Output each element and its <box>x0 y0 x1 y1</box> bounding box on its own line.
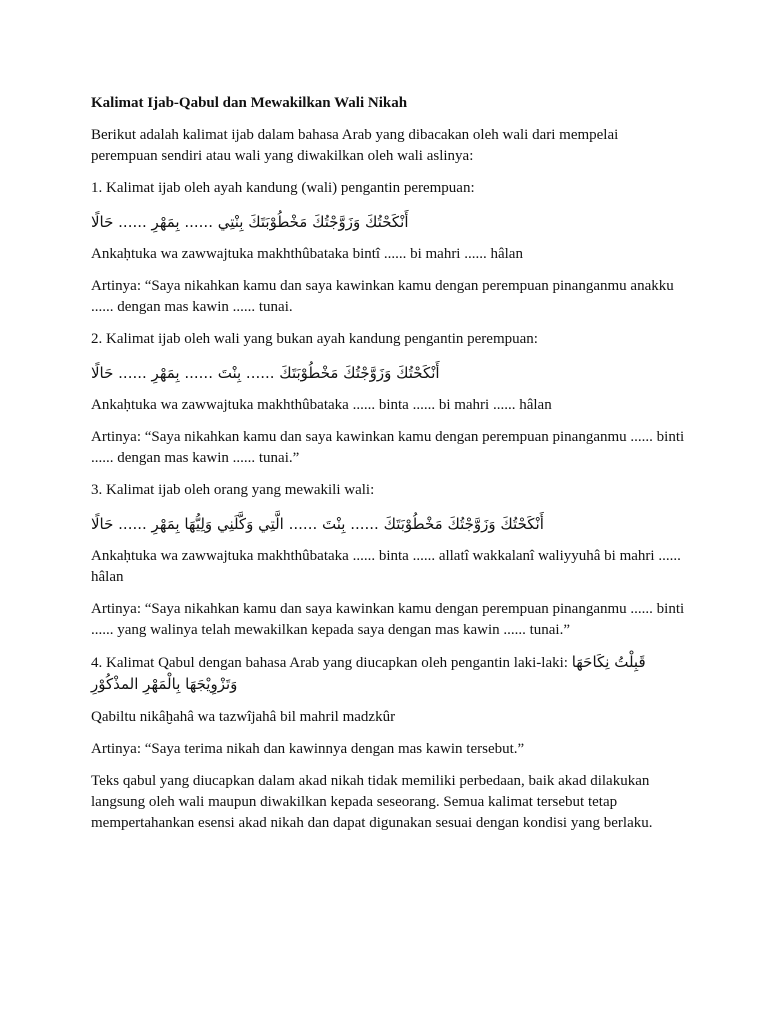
section-2-translation: Artinya: “Saya nikahkan kamu dan saya kawinkan kamu dengan perempuan pinanganmu ...... binti ...... dengan mas kawin ...... tunai.” <box>91 429 685 466</box>
section-3-arabic-text: أَنْكَحْتُكَ وَزَوَّجْتُكَ مَخْطُوْبَتَكَ ...... بِنْتَ ...... الَّتِي وَكَّلَنِي وَلِيُّهَا بِمَهْرِ ...... حَالًا <box>91 515 544 533</box>
section-4-translation: Artinya: “Saya terima nikah dan kawinnya dengan mas kawin tersebut.” <box>91 741 525 757</box>
document-page <box>91 93 687 845</box>
section-1-translation: Artinya: “Saya nikahkan kamu dan saya kawinkan kamu dengan perempuan pinanganmu anakku ...... dengan mas kawin ...... tunai. <box>91 278 674 315</box>
section-2-heading: 2. Kalimat ijab oleh wali yang bukan ayah kandung pengantin perempuan: <box>91 331 538 347</box>
section-2-arabic <box>91 361 687 385</box>
section-4-arabic-text: قَبِلْتُ نِكَاحَهَا وَتَزْوِيْجَهَا بِالْمَهْرِ المذْكُوْرِ <box>91 653 646 693</box>
section-4-latin: Qabiltu nikâḫahâ wa tazwîjahâ bil mahril madzkûr <box>91 709 396 725</box>
section-2-arabic-text: أَنْكَحْتُكَ وَزَوَّجْتُكَ مَخْطُوْبَتَكَ ...... بِنْتَ ...... بِمَهْرِ ...... حَالًا <box>91 364 440 382</box>
section-2-latin: Ankaḥtuka wa zawwajtuka makhthûbataka ...... binta ...... bi mahri ...... hâlan <box>91 397 552 413</box>
section-4-heading-with-arabic <box>91 652 687 696</box>
intro-paragraph: Berikut adalah kalimat ijab dalam bahasa Arab yang dibacakan oleh wali dari mempelai perempuan sendiri atau wali yang diwakilkan oleh wali aslinya: <box>91 127 619 164</box>
section-3-arabic <box>91 512 687 536</box>
section-1-latin: Ankaḥtuka wa zawwajtuka makhthûbataka bintî ...... bi mahri ...... hâlan <box>91 246 523 262</box>
section-1-heading: 1. Kalimat ijab oleh ayah kandung (wali) pengantin perempuan: <box>91 180 475 196</box>
closing-paragraph: Teks qabul yang diucapkan dalam akad nikah tidak memiliki perbedaan, baik akad dilakukan langsung oleh wali maupun diwakilkan kepada seseorang. Semua kalimat tersebut tetap mempertahankan esensi akad nikah dan dapat digunakan sesuai dengan kondisi yang berlaku. <box>91 773 653 831</box>
section-1-arabic-text: أَنْكَحْتُكَ وَزَوَّجْتُكَ مَخْطُوْبَتَكَ بِنْتِي ...... بِمَهْرِ ...... حَالًا <box>91 213 409 231</box>
document-title: Kalimat Ijab-Qabul dan Mewakilkan Wali Nikah <box>91 95 408 111</box>
section-4-heading: 4. Kalimat Qabul dengan bahasa Arab yang diucapkan oleh pengantin laki-laki: <box>91 655 568 671</box>
section-3-latin: Ankaḥtuka wa zawwajtuka makhthûbataka ...... binta ...... allatî wakkalanî waliyyuhâ bi mahri ...... hâlan <box>91 548 681 585</box>
section-3-translation: Artinya: “Saya nikahkan kamu dan saya kawinkan kamu dengan perempuan pinanganmu ...... binti ...... yang walinya telah mewakilkan kepada saya dengan mas kawin ...... tunai.” <box>91 601 685 638</box>
section-1-arabic <box>91 210 687 234</box>
section-3-heading: 3. Kalimat ijab oleh orang yang mewakili wali: <box>91 482 375 498</box>
